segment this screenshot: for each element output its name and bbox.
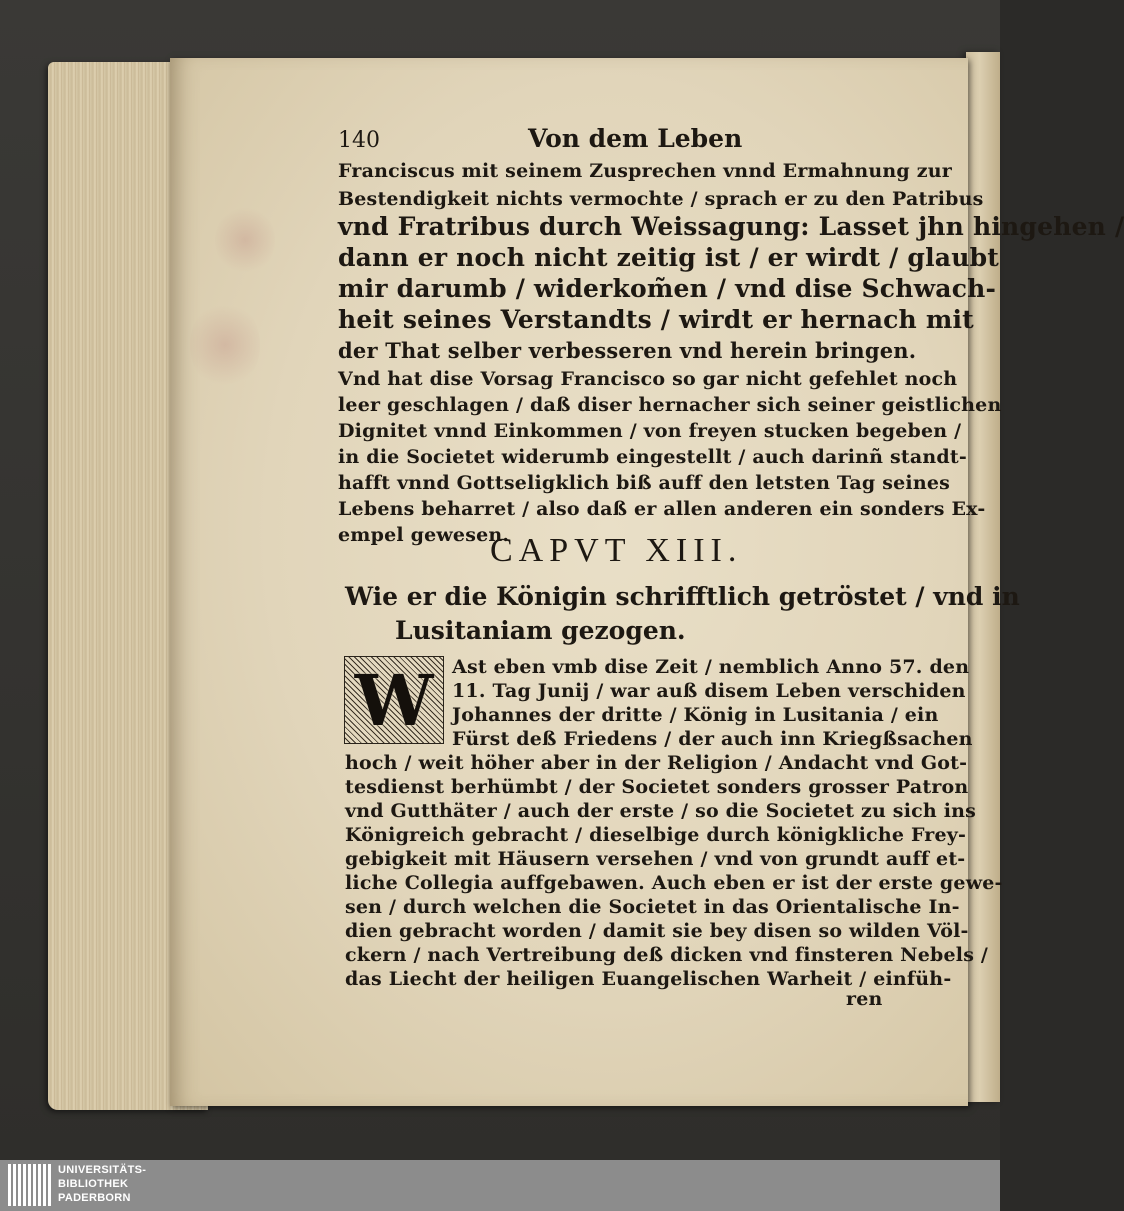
body-line: Franciscus mit seinem Zusprechen vnnd Ermahnung zur	[338, 160, 952, 182]
chapter-line: liche Collegia auffgebawen. Auch eben er ist der erste gewe-	[345, 872, 1003, 894]
library-name-line: PADERBORN	[58, 1192, 131, 1204]
stain-mark	[190, 300, 260, 390]
chapter-line: dien gebracht worden / damit sie bey disen so wilden Völ-	[345, 920, 969, 942]
body-line: hafft vnnd Gottseligklich biß auff den letsten Tag seines	[338, 472, 951, 494]
body-line: Bestendigkeit nichts vermochte / sprach er zu den Patribus	[338, 188, 984, 210]
chapter-line: vnd Gutthäter / auch der erste / so die Societet zu sich ins	[345, 800, 977, 822]
body-line: der That selber verbesseren vnd herein bringen.	[338, 338, 917, 363]
body-line: dann er noch nicht zeitig ist / er wirdt / glaubt	[338, 243, 999, 272]
chapter-line: gebigkeit mit Häusern versehen / vnd von grundt auff et-	[345, 848, 966, 870]
chapter-line: 11. Tag Junij / war auß disem Leben verschiden	[452, 680, 966, 702]
body-line: heit seines Verstandts / wirdt er hernach mit	[338, 305, 974, 334]
stain-mark	[215, 205, 275, 275]
catchword: ren	[846, 988, 883, 1010]
body-line: empel gewesen.	[338, 524, 510, 546]
body-line: Dignitet vnnd Einkommen / von freyen stucken begeben /	[338, 420, 962, 442]
library-footer-bar	[0, 1160, 1000, 1211]
body-line: Vnd hat dise Vorsag Francisco so gar nicht gefehlet noch	[338, 368, 958, 390]
chapter-line: das Liecht der heiligen Euangelischen Warheit / einfüh-	[345, 968, 952, 990]
library-name-line: BIBLIOTHEK	[58, 1178, 129, 1190]
chapter-title: CAPVT XIII.	[490, 532, 743, 569]
chapter-line: tesdienst berhümbt / der Societet sonders grosser Patron	[345, 776, 969, 798]
chapter-subtitle: Wie er die Königin schrifftlich getröstet / vnd in	[345, 582, 1020, 611]
chapter-subtitle: Lusitaniam gezogen.	[395, 616, 686, 645]
running-head: Von dem Leben	[528, 124, 743, 153]
initial-letter: W	[354, 658, 434, 742]
body-line: in die Societet widerumb eingestellt / auch darinñ standt-	[338, 446, 967, 468]
chapter-line: Königreich gebracht / dieselbige durch königkliche Frey-	[345, 824, 967, 846]
library-logo-icon	[8, 1164, 52, 1206]
chapter-line: Ast eben vmb dise Zeit / nemblich Anno 57. den	[452, 656, 970, 678]
body-line: vnd Fratribus durch Weissagung: Lasset jhn hingehen /	[338, 212, 1124, 241]
body-line: Lebens beharret / also daß er allen anderen ein sonders Ex-	[338, 498, 986, 520]
chapter-line: Fürst deß Friedens / der auch inn Kriegßsachen	[452, 728, 973, 750]
body-line: mir darumb / widerkom̃en / vnd dise Schwach-	[338, 274, 997, 303]
chapter-line: ckern / nach Vertreibung deß dicken vnd finsteren Nebels /	[345, 944, 989, 966]
chapter-line: hoch / weit höher aber in der Religion / Andacht vnd Got-	[345, 752, 968, 774]
body-line: leer geschlagen / daß diser hernacher sich seiner geistlichen	[338, 394, 1002, 416]
library-name-line: UNIVERSITÄTS-	[58, 1164, 147, 1176]
decorated-initial	[344, 656, 444, 744]
chapter-line: sen / durch welchen die Societet in das Orientalische In-	[345, 896, 960, 918]
chapter-line: Johannes der dritte / König in Lusitania / ein	[452, 704, 939, 726]
page-number: 140	[338, 128, 380, 153]
